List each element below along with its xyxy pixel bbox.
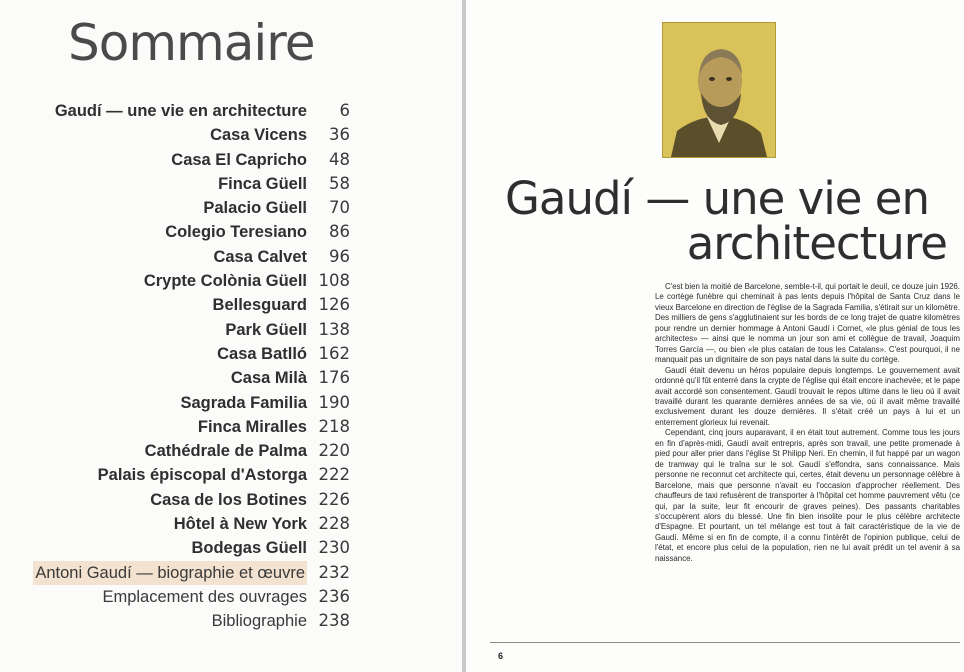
contents-entry <box>20 148 350 172</box>
contents-entry <box>20 366 350 390</box>
portrait-photo <box>662 22 776 158</box>
contents-entry-title: Park Güell <box>225 320 307 339</box>
contents-entry-title: Casa Calvet <box>213 247 307 266</box>
contents-entry-page: 162 <box>318 343 350 363</box>
contents-entry <box>20 391 350 415</box>
contents-entry-title: Bibliographie <box>211 612 307 631</box>
contents-entry-title: Crypte Colònia Güell <box>143 272 307 291</box>
contents-entry-page: 238 <box>318 611 350 631</box>
contents-entry-title: Palais épiscopal d'Astorga <box>97 466 307 485</box>
contents-entry-title: Hôtel à New York <box>173 515 307 534</box>
contents-entry <box>20 293 350 317</box>
contents-entry <box>20 220 350 244</box>
contents-entry <box>20 342 350 366</box>
page-number: 6 <box>498 651 504 661</box>
contents-entry-title: Sagrada Familia <box>180 393 307 412</box>
contents-entry <box>20 609 350 633</box>
contents-entry-page: 218 <box>318 416 350 436</box>
portrait-illustration <box>663 23 775 157</box>
contents-entry-title: Bellesguard <box>212 296 307 315</box>
contents-entry-page: 126 <box>318 295 350 315</box>
contents-entry-title: Bodegas Güell <box>191 539 307 558</box>
contents-entry <box>20 488 350 512</box>
contents-entry-page: 108 <box>318 271 350 291</box>
contents-entry <box>20 536 350 560</box>
contents-entry-title: Colegio Teresiano <box>165 223 307 242</box>
footer-rule <box>490 642 960 643</box>
contents-entry-title: Casa de los Botines <box>150 490 307 509</box>
contents-entry-page: 86 <box>329 222 350 242</box>
contents-entry-title: Casa Vicens <box>210 126 307 145</box>
contents-entry-page: 6 <box>339 101 350 120</box>
contents-entry <box>20 415 350 439</box>
contents-entry-page: 36 <box>329 125 350 145</box>
contents-entry-page: 220 <box>318 441 350 461</box>
contents-entry <box>20 318 350 342</box>
chapter-title-line1: Gaudí — une vie en <box>505 172 930 225</box>
contents-entry <box>20 245 350 269</box>
paragraph-1: C'est bien la moitié de Barcelone, semble-t-il, qui portait le deuil, ce douze juin 1926. Le cortège funèbre qui cheminait à pas lents depuis l'hôpital de Santa Cruz dans le vieux Barcelone en direction de l'église de la Sagrada Familia, s'étirait sur un kilomètre. Des milliers de gens s'agglutinaient sur les bords de ce long trajet de quatre kilomètres pour rendre un dernier hommage à Antoni Gaudí i Cornet, «le plus génial de tous les architectes» — ainsi que le nomma un jour son ami et collègue de travail, Joaquim Torres García —, ou bien «le plus catalan de tous les Catalans». C'est pourquoi, il ne manquait pas un dignitaire de son pays natal dans la suite du cortège. <box>655 282 960 365</box>
contents-entry-page: 222 <box>318 465 350 485</box>
contents-entry-page: 230 <box>318 538 350 558</box>
contents-entry <box>20 99 350 123</box>
contents-entry <box>20 463 350 487</box>
contents-entry <box>20 512 350 536</box>
contents-entry <box>20 269 350 293</box>
contents-entry-page: 226 <box>318 489 350 509</box>
contents-entry-page: 228 <box>318 514 350 534</box>
contents-entry-title: Casa Milà <box>230 369 307 388</box>
contents-entry-title: Cathédrale de Palma <box>144 442 307 461</box>
contents-entry-page: 176 <box>318 368 350 388</box>
contents-entry-title: Finca Miralles <box>197 417 307 436</box>
contents-entry-title: Casa Batlló <box>217 344 307 363</box>
chapter-title <box>505 172 950 270</box>
contents-entry <box>20 439 350 463</box>
contents-entry <box>20 123 350 147</box>
paragraph-2: Gaudí était devenu un héros populaire depuis longtemps. Le gouvernement avait ordonné qu'il fût enterré dans la crypte de l'église qui était encore inachevée; et le pape avait accordé son consentement. Gaudí trouvait le repos ultime dans le lieu où il avait travaillé durant les quarante dernières années de sa vie, où il avait même travaillé exclusivement durant les douze dernières. Il s'était créé un pays à lui et un enterrement glorieux lui revenait. <box>655 365 960 427</box>
contents-entry-page: 96 <box>329 246 350 266</box>
contents-entry <box>20 172 350 196</box>
contents-list <box>20 99 350 634</box>
contents-entry-page: 48 <box>329 149 350 169</box>
contents-entry-title: Gaudí — une vie en architecture <box>54 102 307 120</box>
contents-entry <box>20 561 350 585</box>
contents-title: Sommaire <box>68 14 315 72</box>
contents-entry-title: Finca Güell <box>218 174 307 193</box>
contents-entry-title: Palacio Güell <box>203 199 307 218</box>
contents-entry <box>20 585 350 609</box>
contents-page <box>0 0 462 672</box>
chapter-body-text <box>655 282 960 564</box>
contents-entry-page: 190 <box>318 392 350 412</box>
paragraph-3: Cependant, cinq jours auparavant, il en était tout autrement. Comme tous les jours en fin d'après-midi, Gaudí avait entrepris, après son travail, une petite promenade à pied pour aller prier dans l'église St Philipp Neri. En chemin, il fut happé par un wagon de tramway qui le traîna sur le sol. Gaudí s'effondra, sans connaissance. Mais personne ne reconnut cet architecte qui, certes, était devenu un personnage célèbre à Barcelone, mais que personne n'avait eu l'occasion d'approcher réellement. Des chauffeurs de taxi refusèrent de transporter à l'hôpital cet homme pauvrement vêtu (ce qui, par la suite, leur fit encourir de graves peines). Des passants charitables s'occupèrent alors du blessé. Une fin bien insolite pour le plus célèbre architecte d'Espagne. Et pourtant, un tel mélange est tout à fait caractéristique de la vie de Gaudí. Même si en fin de compte, il a connu l'intérêt de l'opinion publique, celui de l'état, et encore plus celui de la population, rien ne lui avait prédit un tel avenir à sa naissance. <box>655 428 960 563</box>
contents-entry <box>20 196 350 220</box>
contents-entry-title: Emplacement des ouvrages <box>102 587 307 606</box>
contents-entry-title: Antoni Gaudí — biographie et œuvre <box>33 561 307 585</box>
contents-entry-page: 70 <box>329 198 350 218</box>
contents-entry-page: 236 <box>318 586 350 606</box>
contents-entry-page: 232 <box>318 562 350 582</box>
contents-entry-page: 138 <box>318 319 350 339</box>
contents-entry-page: 58 <box>329 173 350 193</box>
chapter-title-line2: architecture <box>686 217 947 270</box>
contents-entry-title: Casa El Capricho <box>171 150 307 169</box>
